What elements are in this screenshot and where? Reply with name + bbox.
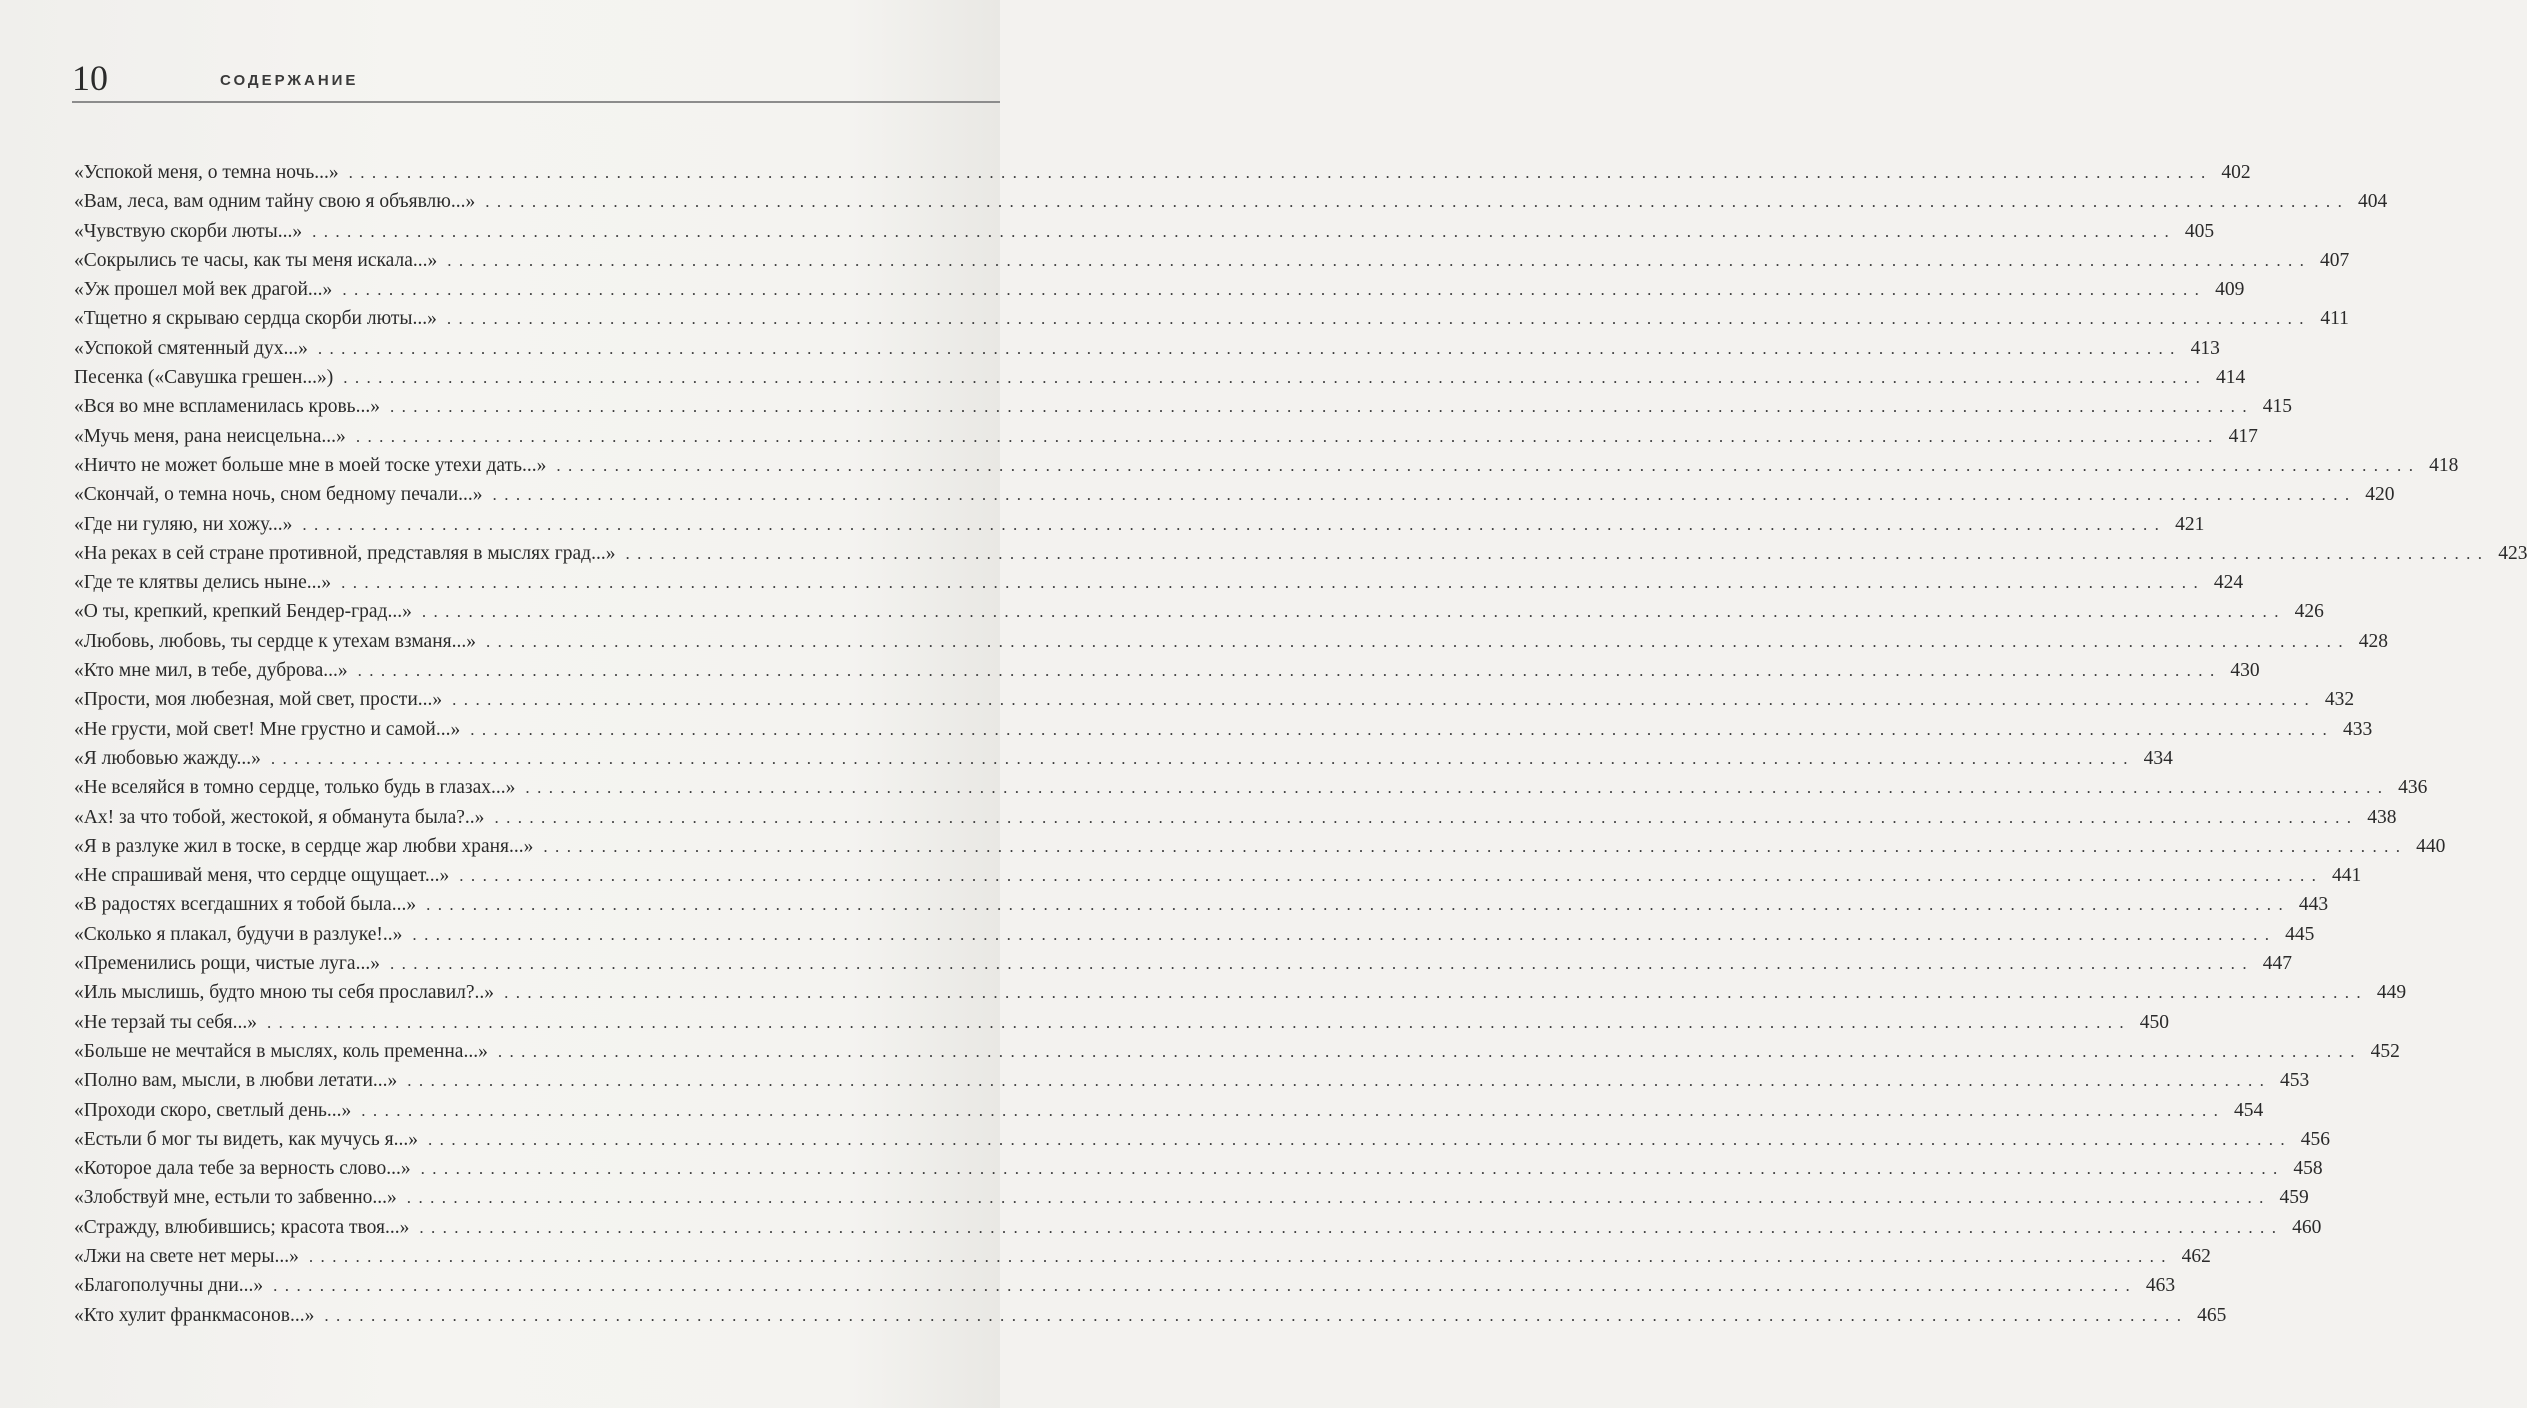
toc-entry-title: «Я любовью жажду...» <box>74 747 261 769</box>
toc-entry-title: «Я в разлуке жил в тоске, в сердце жар любви храня...» <box>74 835 534 857</box>
toc-entry-page-number: 453 <box>2280 1070 2310 1092</box>
dot-leader: ................................................................................................................................................................ <box>312 221 2177 241</box>
toc-entry-title: Песенка («Савушка грешен...») <box>74 367 334 389</box>
toc-entry-page-number: 443 <box>2298 894 2329 916</box>
dot-leader: ................................................................................................................................................................ <box>485 192 2350 212</box>
toc-entry <box>74 920 2315 949</box>
toc-entry-page-number: 434 <box>2143 747 2173 769</box>
toc-entry <box>74 275 2245 304</box>
dot-leader: ................................................................................................................................................................ <box>494 807 2359 827</box>
dot-leader: ................................................................................................................................................................ <box>421 602 2286 622</box>
dot-leader: ................................................................................................................................................................ <box>426 895 2291 915</box>
dot-leader: ................................................................................................................................................................ <box>419 1217 2284 1237</box>
dot-leader: ................................................................................................................................................................ <box>273 1276 2138 1296</box>
toc-entry-page-number: 409 <box>2215 279 2245 301</box>
toc-entry-title: «Ничто не может больше мне в моей тоске утехи дать...» <box>74 454 547 476</box>
toc-entry <box>74 1271 2176 1300</box>
toc-entry <box>74 158 2251 187</box>
toc-entry <box>74 744 2173 773</box>
dot-leader: ................................................................................................................................................................ <box>308 1246 2173 1266</box>
toc-entry <box>74 890 2329 919</box>
toc-entry <box>74 656 2260 685</box>
toc-entry-title: «Вся во мне вспламенилась кровь...» <box>74 396 380 418</box>
toc-entry-page-number: 454 <box>2234 1099 2264 1121</box>
toc-entry-title: «Прости, моя любезная, мой свет, прости...» <box>74 689 443 711</box>
toc-entry <box>74 451 2459 480</box>
toc-entry-page-number: 415 <box>2262 396 2292 418</box>
toc-entry-page-number: 417 <box>2228 425 2258 447</box>
toc-entry-title: «Сокрылись те часы, как ты меня искала...» <box>74 249 438 271</box>
toc-entry-page-number: 445 <box>2285 923 2315 945</box>
toc-entry-page-number: 421 <box>2175 513 2205 535</box>
dot-leader: ................................................................................................................................................................ <box>389 397 2254 417</box>
toc-entry-page-number: 413 <box>2190 337 2220 359</box>
dot-leader: ................................................................................................................................................................ <box>447 250 2312 270</box>
toc-entry-title: «Не грусти, мой свет! Мне грустно и самой...» <box>74 718 461 740</box>
dot-leader: ................................................................................................................................................................ <box>343 368 2208 388</box>
toc-entry-page-number: 465 <box>2197 1304 2227 1326</box>
toc-entry <box>74 510 2205 539</box>
toc-entry-page-number: 449 <box>2376 982 2407 1004</box>
toc-entry-page-number: 458 <box>2293 1158 2323 1180</box>
toc-entry-page-number: 433 <box>2342 718 2373 740</box>
toc-entry <box>74 363 2246 392</box>
toc-entry-title: «Проходи скоро, светлый день...» <box>74 1099 352 1121</box>
page-number: 10 <box>72 58 108 98</box>
toc-entry-page-number: 441 <box>2332 865 2362 887</box>
toc-entry-title: «О ты, крепкий, крепкий Бендер-град...» <box>74 601 412 623</box>
toc-entry <box>74 1213 2322 1242</box>
toc-entry-title: «Не вселяйся в томно сердце, только будь в глазах...» <box>74 777 516 799</box>
toc-entry-title: «Где те клятвы делись ныне...» <box>74 572 332 594</box>
toc-entry <box>74 1008 2170 1037</box>
toc-entry-page-number: 463 <box>2145 1275 2176 1297</box>
toc-entry-title: «Стражду, влюбившись; красота твоя...» <box>74 1216 410 1238</box>
dot-leader: ................................................................................................................................................................ <box>317 338 2182 358</box>
dot-leader: ................................................................................................................................................................ <box>341 573 2206 593</box>
toc-entry-title: «Не терзай ты себя...» <box>74 1011 258 1033</box>
toc-entry-title: «Больше не мечтайся в мыслях, коль пременна...» <box>74 1040 488 1062</box>
toc-entry-title: «Мучь меня, рана неисцельна...» <box>74 425 346 447</box>
dot-leader: ................................................................................................................................................................ <box>428 1129 2293 1149</box>
dot-leader: ................................................................................................................................................................ <box>389 954 2254 974</box>
table-of-contents <box>74 158 2527 1330</box>
toc-entry-page-number: 456 <box>2300 1128 2331 1150</box>
toc-entry-title: «Естьли б мог ты видеть, как мучусь я...» <box>74 1128 419 1150</box>
toc-entry-title: «Иль мыслишь, будто мною ты себя прославил?..» <box>74 982 495 1004</box>
dot-leader: ................................................................................................................................................................ <box>446 309 2311 329</box>
toc-entry-title: «Где ни гуляю, ни хожу...» <box>74 513 293 535</box>
dot-leader: ................................................................................................................................................................ <box>420 1159 2285 1179</box>
toc-entry-page-number: 450 <box>2139 1011 2170 1033</box>
toc-entry-page-number: 430 <box>2230 660 2260 682</box>
toc-entry <box>74 627 2388 656</box>
toc-entry-page-number: 462 <box>2181 1245 2211 1267</box>
toc-entry-page-number: 460 <box>2292 1216 2322 1238</box>
toc-entry <box>74 832 2446 861</box>
toc-entry <box>74 1301 2227 1330</box>
toc-entry <box>74 1096 2264 1125</box>
toc-entry <box>74 1242 2211 1271</box>
toc-entry-page-number: 426 <box>2294 601 2324 623</box>
toc-entry <box>74 949 2292 978</box>
dot-leader: ................................................................................................................................................................ <box>348 163 2213 182</box>
toc-entry <box>74 1037 2400 1066</box>
toc-entry-title: «Кто мне мил, в тебе, дуброва...» <box>74 660 348 682</box>
toc-entry-title: «Которое дала тебе за верность слово...» <box>74 1158 411 1180</box>
dot-leader: ................................................................................................................................................................ <box>543 836 2408 856</box>
toc-entry-page-number: 418 <box>2429 454 2459 476</box>
toc-entry-page-number: 424 <box>2213 572 2244 594</box>
dot-leader: ................................................................................................................................................................ <box>270 748 2135 768</box>
toc-entry <box>74 187 2388 216</box>
dot-leader: ................................................................................................................................................................ <box>459 866 2324 886</box>
toc-entry-page-number: 404 <box>2357 191 2388 213</box>
toc-entry <box>74 597 2324 626</box>
running-title: СОДЕРЖАНИЕ <box>220 72 359 89</box>
toc-entry <box>74 1154 2323 1183</box>
page-header <box>72 56 972 104</box>
toc-entry-page-number: 452 <box>2370 1040 2400 1062</box>
toc-entry-page-number: 432 <box>2324 689 2355 711</box>
toc-entry-page-number: 423 <box>2498 542 2527 564</box>
toc-entry <box>74 1066 2310 1095</box>
toc-entry-title: «Вам, леса, вам одним тайну свою я объявлю...» <box>74 191 476 213</box>
toc-entry-page-number: 402 <box>2221 162 2251 183</box>
toc-entry-title: «Успокой смятенный дух...» <box>74 337 308 359</box>
toc-entry <box>74 1183 2309 1212</box>
toc-entry-title: «Ах! за что тобой, жестокой, я обманута была?..» <box>74 806 485 828</box>
dot-leader: ................................................................................................................................................................ <box>361 1100 2226 1120</box>
dot-leader: ................................................................................................................................................................ <box>324 1305 2189 1325</box>
toc-entry <box>74 978 2407 1007</box>
dot-leader: ................................................................................................................................................................ <box>267 1012 2132 1032</box>
toc-entry-title: «Сколько я плакал, будучи в разлуке!..» <box>74 923 403 945</box>
toc-entry-page-number: 440 <box>2416 835 2446 857</box>
dot-leader: ................................................................................................................................................................ <box>625 543 2490 563</box>
dot-leader: ................................................................................................................................................................ <box>556 455 2421 475</box>
toc-entry-title: «Лжи на свете нет меры...» <box>74 1245 299 1267</box>
toc-entry-page-number: 414 <box>2215 367 2246 389</box>
dot-leader: ................................................................................................................................................................ <box>302 514 2167 534</box>
toc-entry-title: «Тщетно я скрываю сердца скорби люты...» <box>74 308 437 330</box>
toc-entry-title: «Злобствуй мне, естьли то забвенно...» <box>74 1187 397 1209</box>
toc-entry-page-number: 447 <box>2262 953 2292 975</box>
toc-entry-page-number: 405 <box>2184 220 2215 242</box>
dot-leader: ................................................................................................................................................................ <box>485 631 2350 651</box>
toc-entry-title: «Не спрашивай меня, что сердце ощущает...» <box>74 865 450 887</box>
toc-entry <box>74 304 2349 333</box>
dot-leader: ................................................................................................................................................................ <box>342 280 2207 300</box>
toc-entry-page-number: 438 <box>2367 806 2397 828</box>
toc-entry-title: «Пременились рощи, чистые луга...» <box>74 953 380 975</box>
dot-leader: ................................................................................................................................................................ <box>412 924 2277 944</box>
dot-leader: ................................................................................................................................................................ <box>504 983 2369 1003</box>
toc-entry-title: «Любовь, любовь, ты сердце к утехам взманя...» <box>74 630 476 652</box>
toc-entry-page-number: 411 <box>2320 308 2349 330</box>
dot-leader: ................................................................................................................................................................ <box>355 426 2220 446</box>
dot-leader: ................................................................................................................................................................ <box>470 719 2335 739</box>
toc-entry-page-number: 436 <box>2398 777 2428 799</box>
toc-entry <box>74 773 2428 802</box>
toc-entry-page-number: 428 <box>2358 630 2388 652</box>
dot-leader: ................................................................................................................................................................ <box>525 778 2390 798</box>
toc-entry <box>74 861 2362 890</box>
toc-entry-title: «На реках в сей стране противной, представляя в мыслях град...» <box>74 542 616 564</box>
toc-entry-title: «Скончай, о темна ночь, сном бедному печали...» <box>74 484 483 506</box>
dot-leader: ................................................................................................................................................................ <box>357 661 2222 681</box>
dot-leader: ................................................................................................................................................................ <box>492 485 2357 505</box>
dot-leader: ................................................................................................................................................................ <box>406 1188 2271 1208</box>
toc-entry <box>74 1125 2331 1154</box>
toc-entry <box>74 715 2373 744</box>
toc-entry <box>74 568 2244 597</box>
toc-entry-page-number: 459 <box>2279 1187 2309 1209</box>
dot-leader: ................................................................................................................................................................ <box>452 690 2317 710</box>
toc-entry <box>74 480 2395 509</box>
toc-entry-title: «Успокой меня, о темна ночь...» <box>74 162 339 183</box>
dot-leader: ................................................................................................................................................................ <box>497 1041 2362 1061</box>
header-divider <box>72 101 1000 103</box>
toc-entry-title: «Чувствую скорби люты...» <box>74 220 303 242</box>
toc-entry-page-number: 407 <box>2320 249 2350 271</box>
toc-entry-title: «Уж прошел мой век драгой...» <box>74 279 333 301</box>
toc-entry-page-number: 420 <box>2365 484 2395 506</box>
toc-entry <box>74 803 2397 832</box>
toc-entry <box>74 685 2355 714</box>
toc-entry-title: «В радостях всегдашних я тобой была...» <box>74 894 417 916</box>
toc-entry <box>74 334 2220 363</box>
toc-entry-title: «Полно вам, мысли, в любви летати...» <box>74 1070 398 1092</box>
toc-entry-title: «Кто хулит франкмасонов...» <box>74 1304 315 1326</box>
toc-entry <box>74 217 2215 246</box>
dot-leader: ................................................................................................................................................................ <box>407 1071 2272 1091</box>
toc-entry <box>74 246 2350 275</box>
toc-entry-title: «Благополучны дни...» <box>74 1275 264 1297</box>
toc-entry <box>74 422 2258 451</box>
toc-entry <box>74 392 2292 421</box>
toc-entry <box>74 539 2527 568</box>
